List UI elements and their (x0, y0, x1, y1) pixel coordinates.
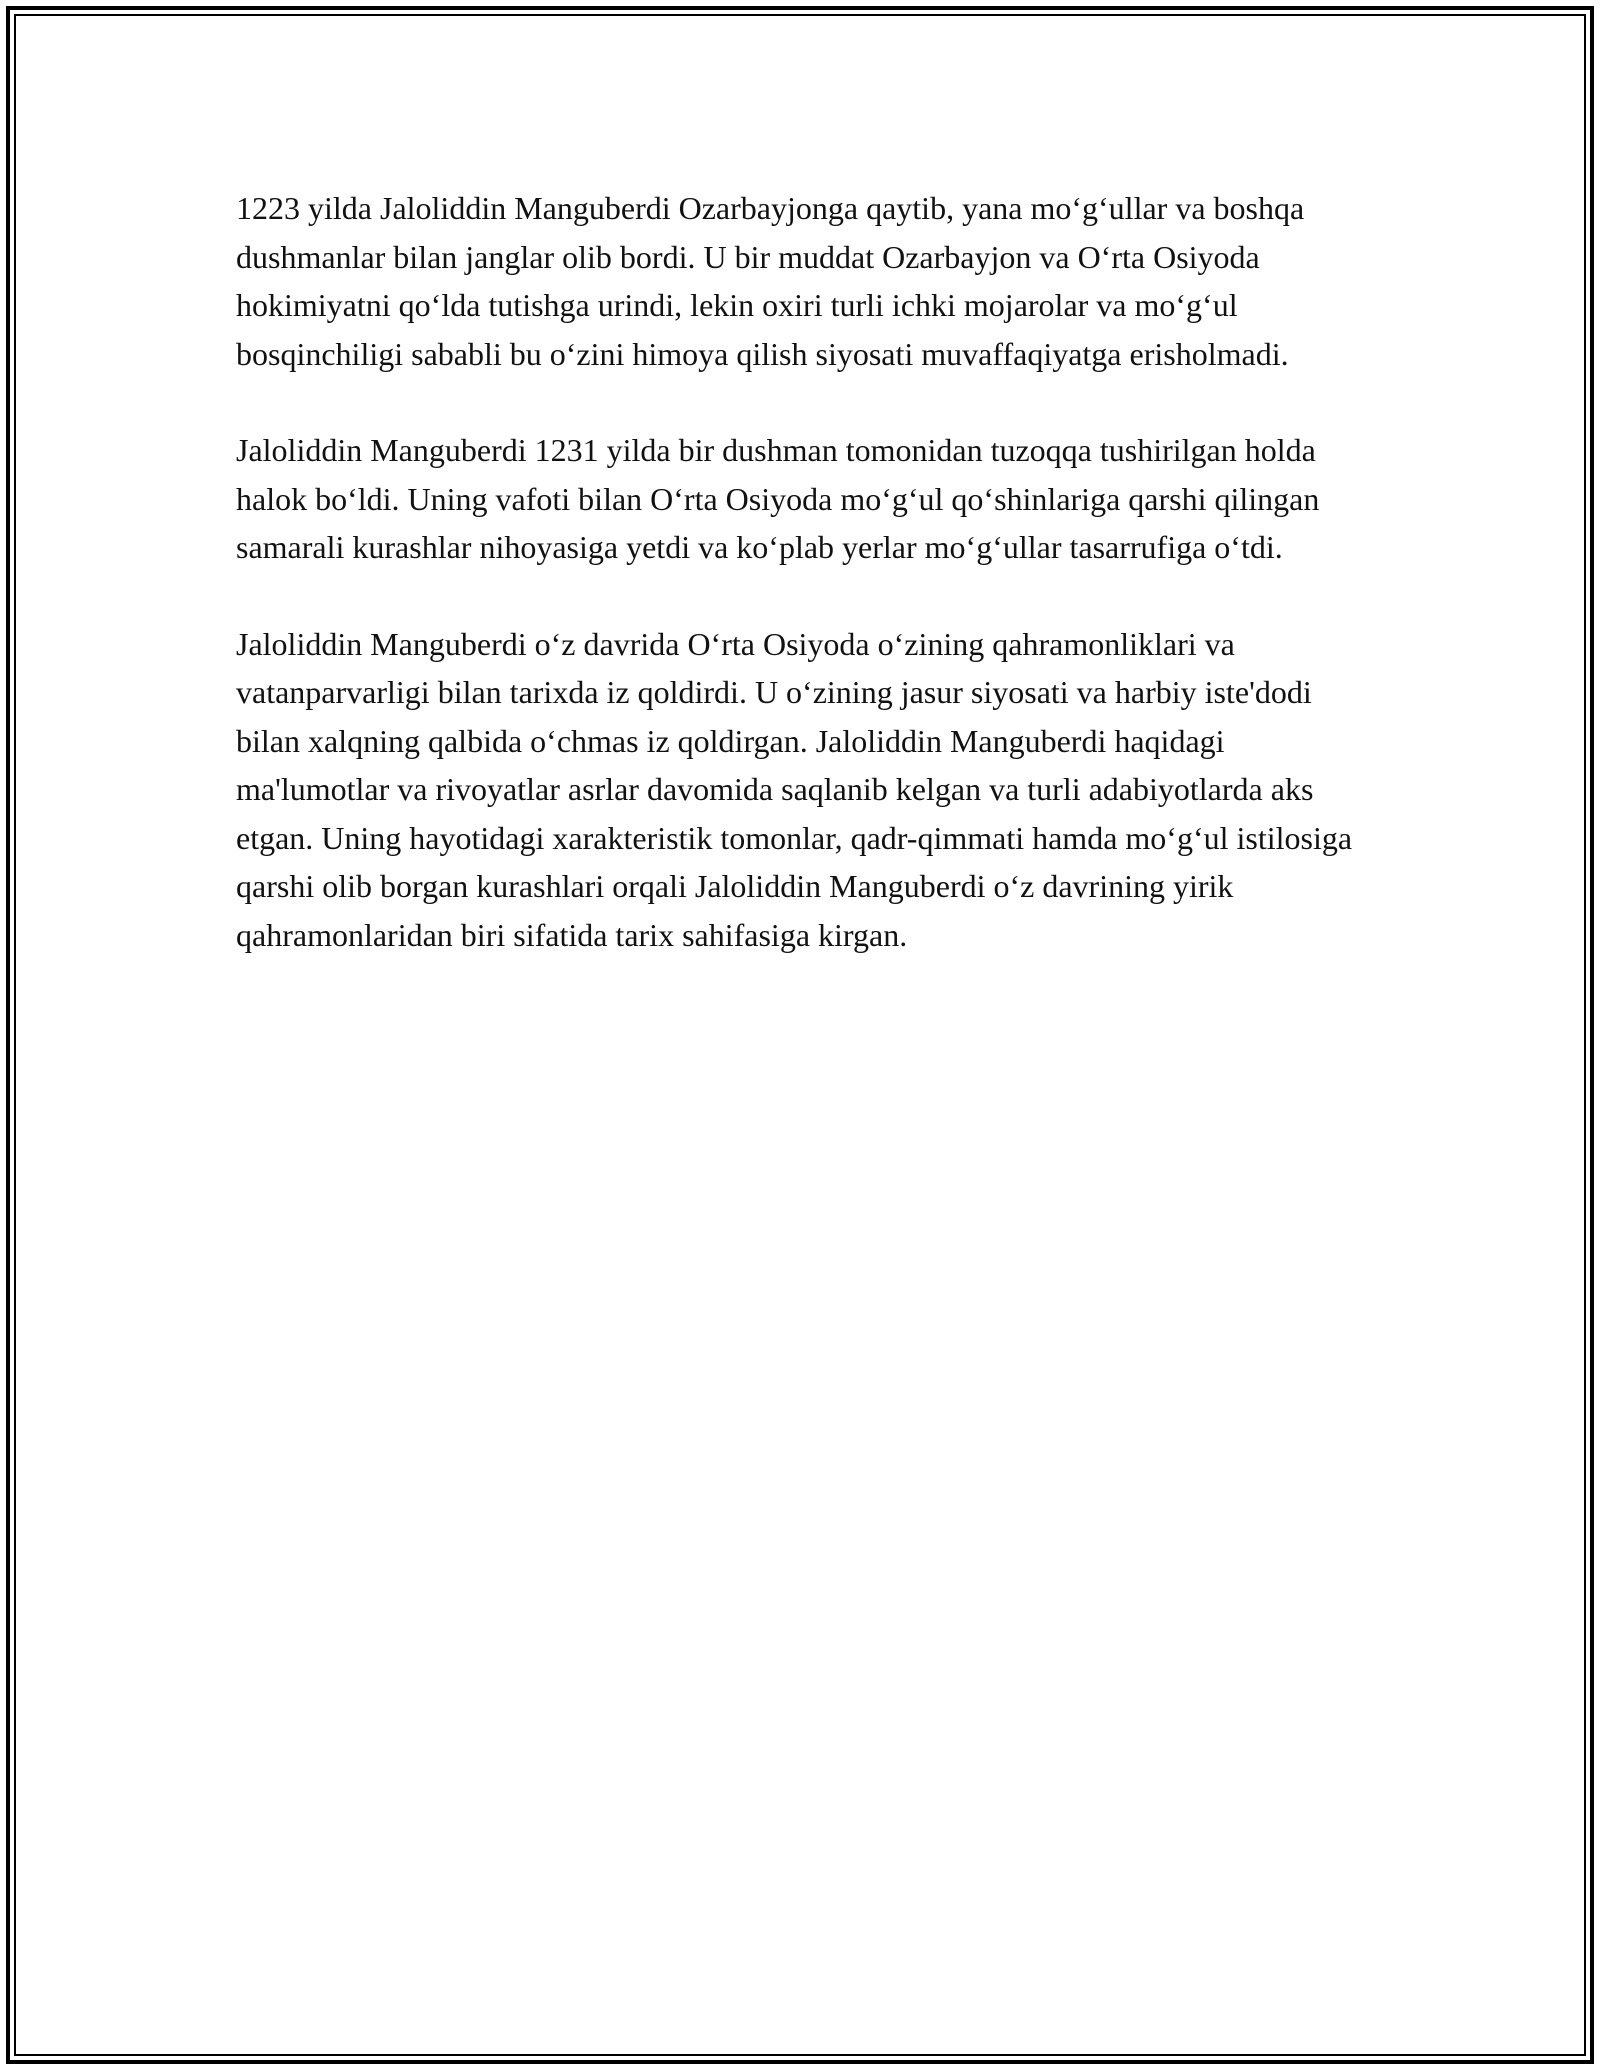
paragraph-3: Jaloliddin Manguberdi o‘z davrida O‘rta Osiyoda o‘zining qahramonliklari va vatanparvarligi bilan tarixda iz qoldirdi. U o‘zining jasur siyosati va harbiy iste'dodi bilan xalqning qalbida o‘chmas iz qoldirgan. Jaloliddin Manguberdi haqidagi ma'lumotlar va rivoyatlar asrlar davomida saqlanib kelgan va turli adabiyotlarda aks etgan. Uning hayotidagi xarakteristik tomonlar, qadr-qimmati hamda mo‘g‘ul istilosiga qarshi olib borgan kurashlari orqali Jaloliddin Manguberdi o‘z davrining yirik qahramonlaridan biri sifatida tarix sahifasiga kirgan. (236, 625, 1353, 953)
paragraph-2: Jaloliddin Manguberdi 1231 yilda bir dushman tomonidan tuzoqqa tushirilgan holda halok bo‘ldi. Uning vafoti bilan O‘rta Osiyoda mo‘g‘ul qo‘shinlariga qarshi qilingan samarali kurashlar nihoyasiga yetdi va ko‘plab yerlar mo‘g‘ullar tasarrufiga o‘tdi. (236, 432, 1320, 565)
paragraph-1: 1223 yilda Jaloliddin Manguberdi Ozarbayjonga qaytib, yana mo‘g‘ullar va boshqa dushmanlar bilan janglar olib bordi. U bir muddat Ozarbayjon va O‘rta Osiyoda hokimiyatni qo‘lda tutishga urindi, lekin oxiri turli ichki mojarolar va mo‘g‘ul bosqinchiligi sababli bu o‘zini himoya qilish siyosati muvaffaqiyatga erisholmadi. (236, 190, 1305, 372)
document-body (236, 184, 1371, 1007)
